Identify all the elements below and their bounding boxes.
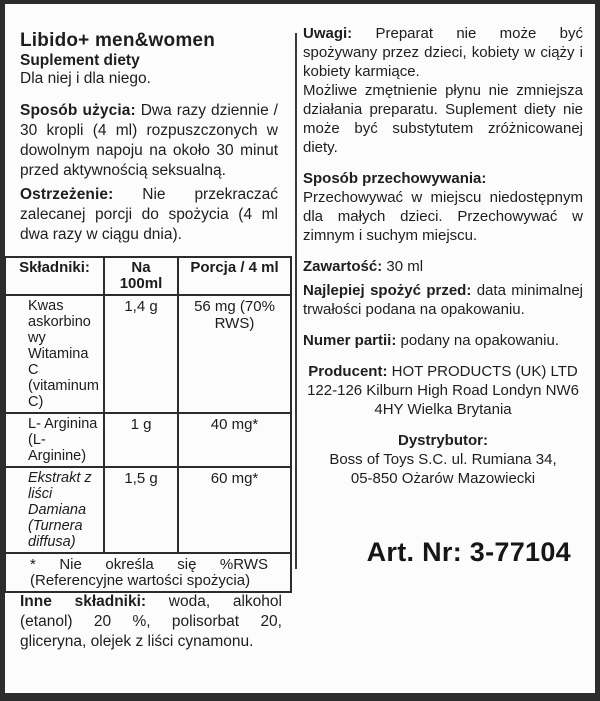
ingredient-per-100ml: 1,5 g [104, 467, 178, 553]
best-before-text: data minimalnej trwałości podana na opakowaniu. [303, 282, 583, 318]
table-header-per-100ml: Na 100ml [104, 257, 178, 295]
ingredient-name: Ekstrakt z liści Damiana (Turnera diffusa) [5, 467, 104, 553]
warning-label: Ostrzeżenie: [20, 186, 114, 203]
producer-label: Producent: [308, 363, 388, 380]
other-ingredients-label: Inne składniki: [20, 593, 147, 610]
best-before-label: Najlepiej spożyć przed: [303, 282, 472, 299]
ingredients-table [4, 256, 292, 593]
right-column [303, 24, 583, 568]
table-header-row [5, 257, 291, 295]
ingredient-per-100ml: 1 g [104, 413, 178, 467]
producer-text: HOT PRODUCTS (UK) LTD 122-126 Kilburn High Road Londyn NW6 4HY Wielka Brytania [307, 363, 579, 418]
table-footnote: * Nie określa się %RWS (Referencyjne wartości spożycia) [5, 553, 291, 592]
distributor-heading: Dystrybutor: [397, 432, 488, 449]
product-title: Libido+ men&women [20, 30, 215, 51]
best-before-paragraph [303, 281, 583, 319]
notes-paragraph-2 [303, 81, 583, 157]
ingredient-per-portion: 56 mg (70% RWS) [178, 295, 291, 413]
product-tagline: Dla niej i dla niego. [20, 70, 151, 87]
storage-heading: Sposób przechowywania: [303, 170, 487, 187]
distributor-address-line-2: 05-850 Ożarów Mazowiecki [350, 470, 536, 487]
volume-line [303, 257, 583, 276]
table-row [5, 413, 291, 467]
other-ingredients-text: woda, alkohol (etanol) 20 %, polisorbat 20, gliceryna, olejek z liści cynamonu. [20, 593, 282, 650]
volume-label: Zawartość: [303, 258, 383, 275]
warning-paragraph [20, 185, 278, 245]
batch-number-text: podany na opakowaniu. [400, 332, 559, 349]
product-subtitle: Suplement diety [20, 52, 140, 69]
producer-block [303, 362, 583, 419]
volume-value: 30 ml [386, 258, 424, 275]
table-row [5, 467, 291, 553]
table-row [5, 295, 291, 413]
usage-text: Dwa razy dziennie / 30 kropli (4 ml) rozpuszczonych w dowolnym napoju na około 30 minut przed aktywnością seksualną. [20, 102, 278, 179]
storage-paragraph [303, 188, 583, 245]
ingredient-per-portion: 60 mg* [178, 467, 291, 553]
batch-number-line [303, 331, 583, 350]
ingredient-name: L- Arginina (L- Arginine) [5, 413, 104, 467]
notes-text-2: Możliwe zmętnienie płynu nie zmniejsza działania preparatu. Suplement diety nie może być substytutem zróżnicowanej diety. [303, 82, 583, 156]
table-header-portion: Porcja / 4 ml [178, 257, 291, 295]
left-column [20, 30, 278, 249]
ingredient-per-100ml: 1,4 g [104, 295, 178, 413]
ingredient-name: Kwas askorbinowy Witamina C (vitaminum C) [5, 295, 104, 413]
usage-paragraph [20, 101, 278, 181]
usage-label: Sposób użycia: [20, 102, 136, 119]
distributor-address-line-1: Boss of Toys S.C. ul. Rumiana 34, [329, 451, 557, 468]
notes-paragraph [303, 24, 583, 81]
notes-label: Uwagi: [303, 25, 353, 42]
ingredient-per-portion: 40 mg* [178, 413, 291, 467]
warning-text: Nie przekraczać zalecanej porcji do spożycia (4 ml dwa razy w ciągu dnia). [20, 186, 278, 243]
article-number: Art. Nr: 3-77104 [366, 537, 571, 567]
column-divider-line [295, 33, 297, 569]
table-header-ingredients: Składniki: [5, 257, 104, 295]
table-footnote-row [5, 553, 291, 592]
batch-number-label: Numer partii: [303, 332, 397, 349]
other-ingredients-paragraph [20, 592, 282, 652]
storage-text: Przechowywać w miejscu niedostępnym dla małych dzieci. Przechowywać w zimnym i suchym miejscu. [303, 189, 583, 244]
notes-text: Preparat nie może być spożywany przez dzieci, kobiety w ciąży i kobiety karmiące. [303, 25, 583, 80]
